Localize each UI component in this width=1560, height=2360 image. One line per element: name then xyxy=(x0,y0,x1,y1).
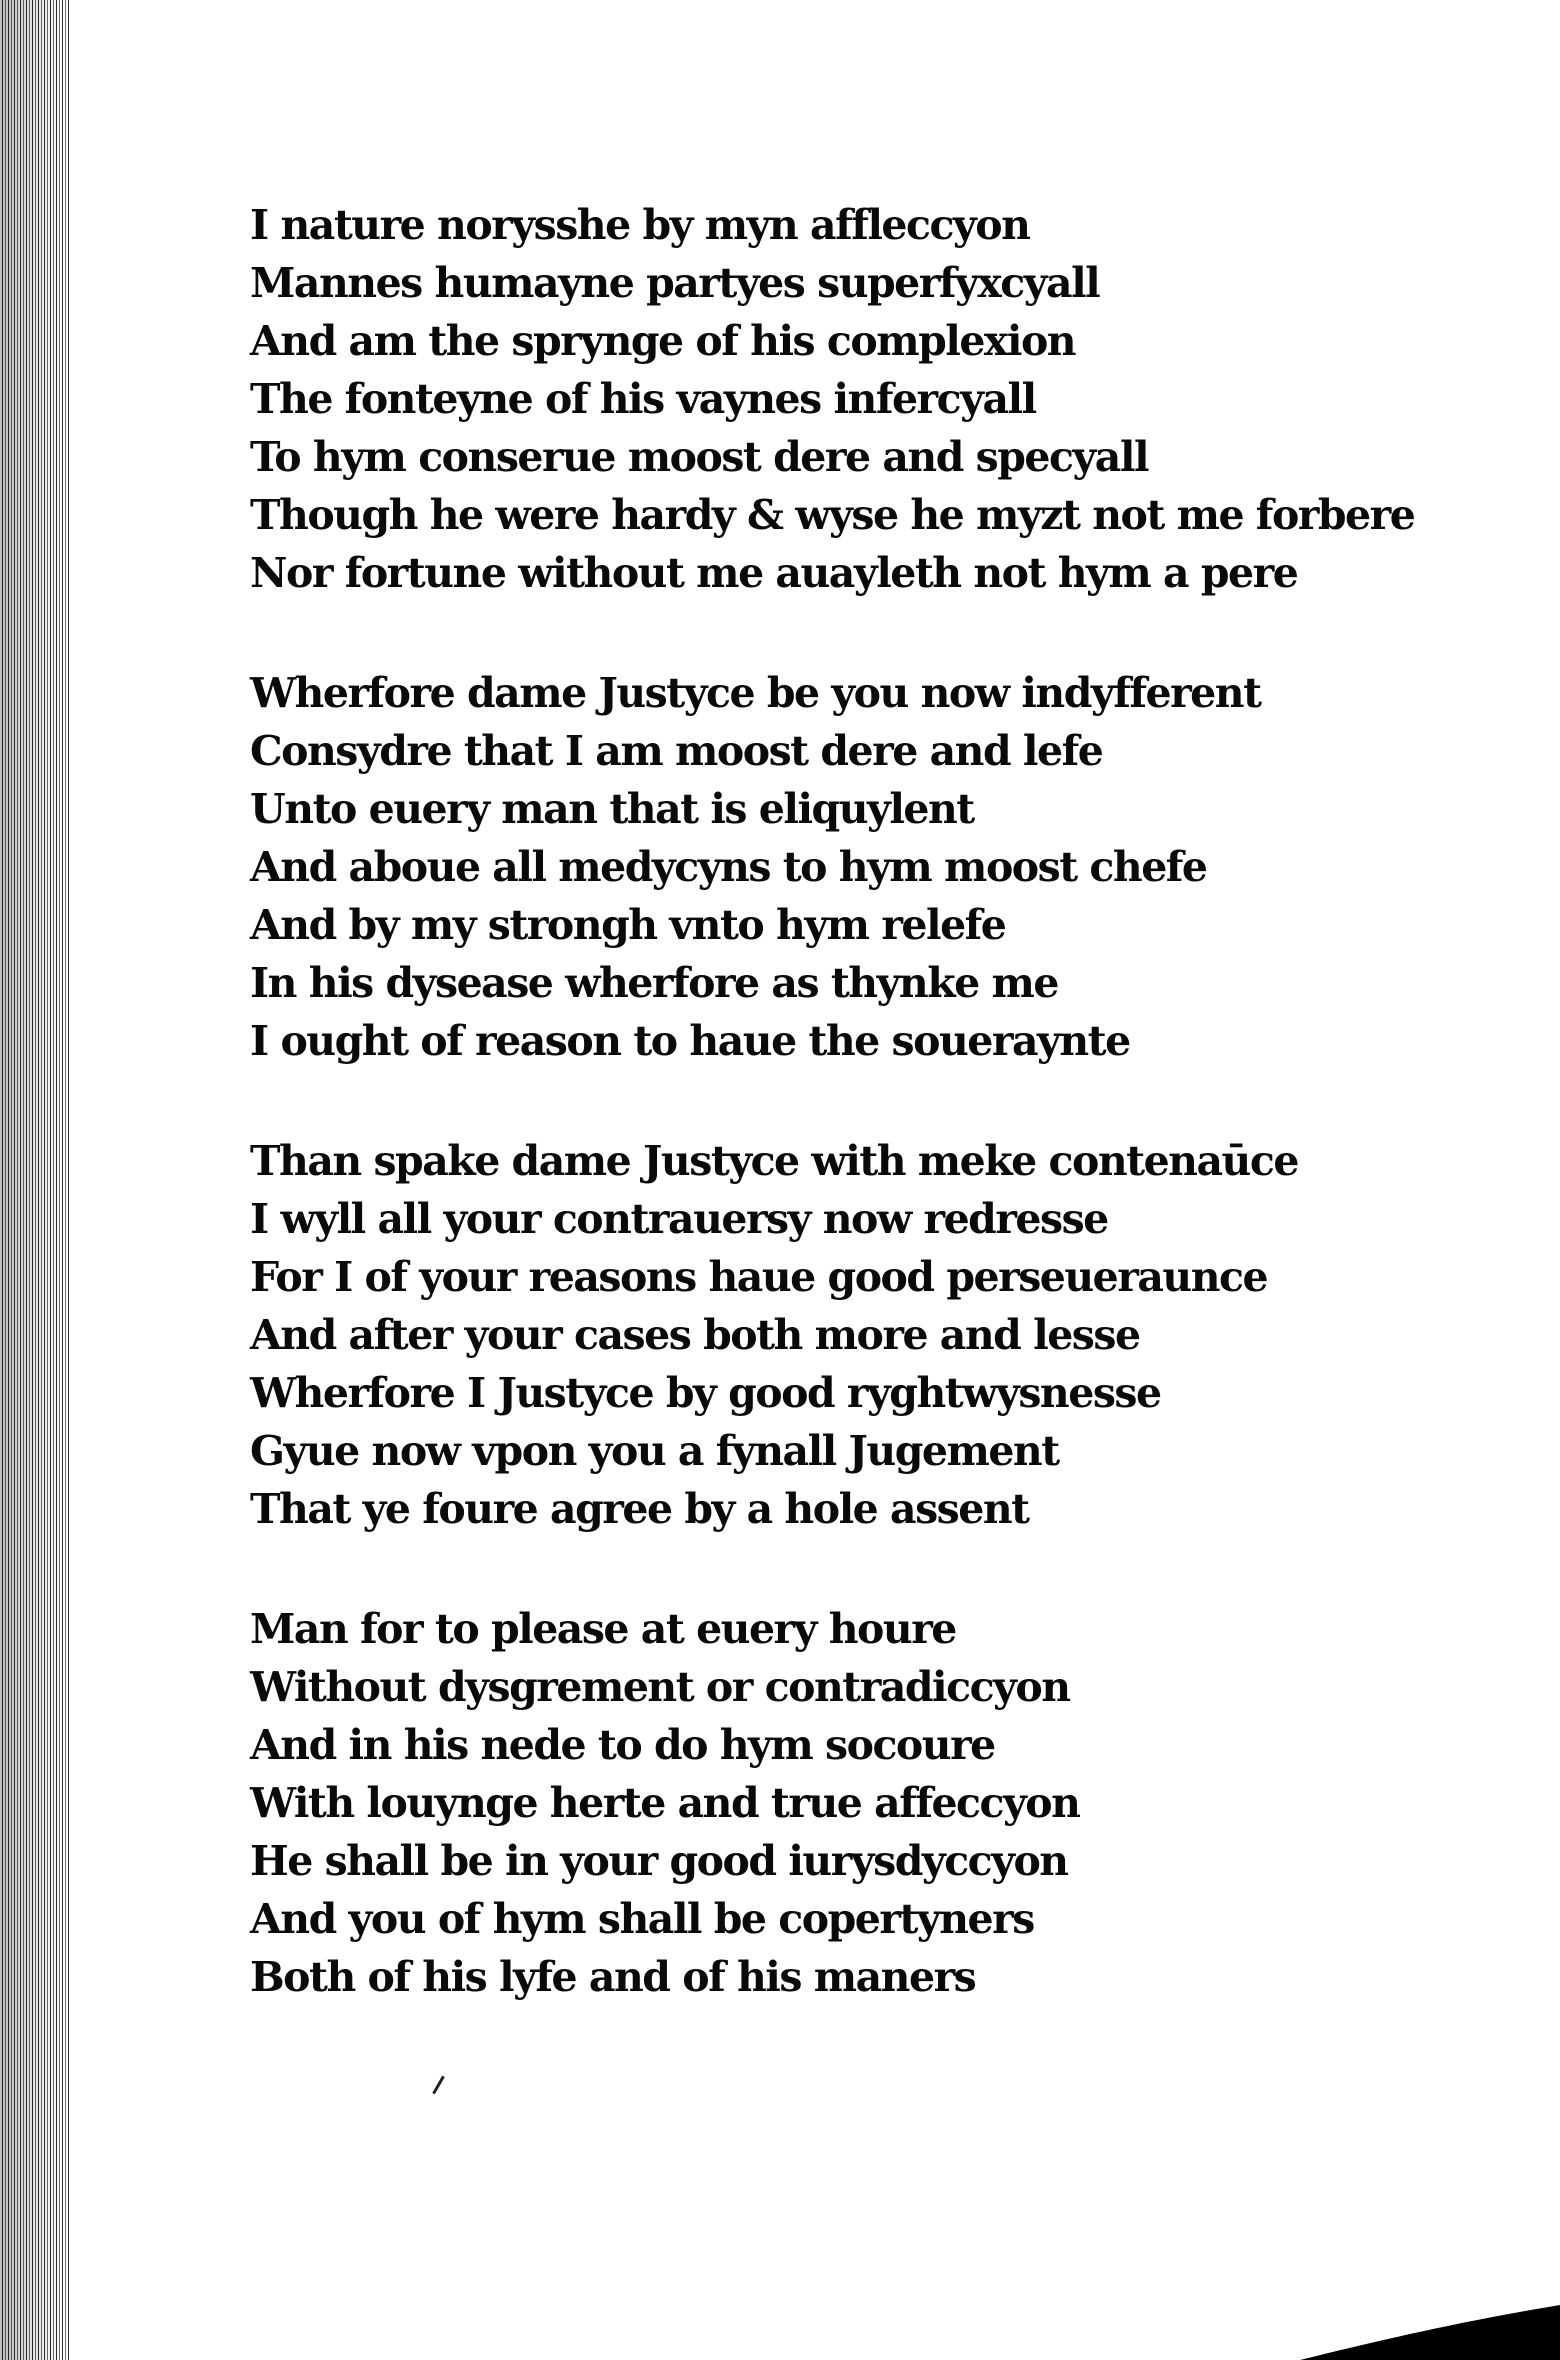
poem-line: With louynge herte and true affeccyon xyxy=(250,1779,1080,1827)
poem-line: Than spake dame Justyce with meke contenaūce xyxy=(250,1137,1298,1185)
poem-line: And after your cases both more and lesse xyxy=(250,1311,1140,1359)
gutter-shadow xyxy=(0,0,70,2360)
stanza-1 xyxy=(250,196,1480,602)
poem-text xyxy=(250,196,1480,2068)
poem-line: To hym conserue moost dere and specyall xyxy=(250,433,1149,481)
poem-line: And by my strongh vnto hym relefe xyxy=(250,901,1006,949)
poem-line: For I of your reasons haue good perseueraunce xyxy=(250,1253,1268,1301)
poem-line: Though he were hardy & wyse he myzt not me forbere xyxy=(250,491,1415,539)
poem-line: And aboue all medycyns to hym moost chefe xyxy=(250,843,1207,891)
poem-line: I wyll all your contrauersy now redresse xyxy=(250,1195,1108,1243)
poem-line: And in his nede to do hym socoure xyxy=(250,1721,995,1769)
poem-line: Wherfore dame Justyce be you now indyfferent xyxy=(250,669,1261,717)
stanza-2 xyxy=(250,664,1480,1070)
poem-line: Man for to please at euery houre xyxy=(250,1605,956,1653)
poem-line: Both of his lyfe and of his maners xyxy=(250,1953,976,2001)
poem-line: Wherfore I Justyce by good ryghtwysnesse xyxy=(250,1369,1161,1417)
stanza-3 xyxy=(250,1132,1480,1538)
poem-line: Unto euery man that is eliquylent xyxy=(250,785,974,833)
stanza-4 xyxy=(250,1600,1480,2006)
poem-line: I nature norysshe by myn affleccyon xyxy=(250,201,1030,249)
poem-line: And you of hym shall be copertyners xyxy=(250,1895,1034,1943)
poem-line: I ought of reason to haue the soueraynte xyxy=(250,1017,1130,1065)
poem-line: Without dysgrement or contradiccyon xyxy=(250,1663,1070,1711)
poem-line: He shall be in your good iurysdyccyon xyxy=(250,1837,1068,1885)
poem-line: That ye foure agree by a hole assent xyxy=(250,1485,1029,1533)
poem-line: Mannes humayne partyes superfyxcyall xyxy=(250,259,1100,307)
poem-line: Nor fortune without me auayleth not hym a pere xyxy=(250,549,1298,597)
page-corner-curl-shape xyxy=(1300,2305,1560,2360)
ink-speck xyxy=(432,2076,445,2095)
poem-line: Consydre that I am moost dere and lefe xyxy=(250,727,1103,775)
poem-line: Gyue now vpon you a fynall Jugement xyxy=(250,1427,1059,1475)
poem-line: In his dysease wherfore as thynke me xyxy=(250,959,1058,1007)
poem-line: The fonteyne of his vaynes infercyall xyxy=(250,375,1036,423)
poem-line: And am the sprynge of his complexion xyxy=(250,317,1076,365)
